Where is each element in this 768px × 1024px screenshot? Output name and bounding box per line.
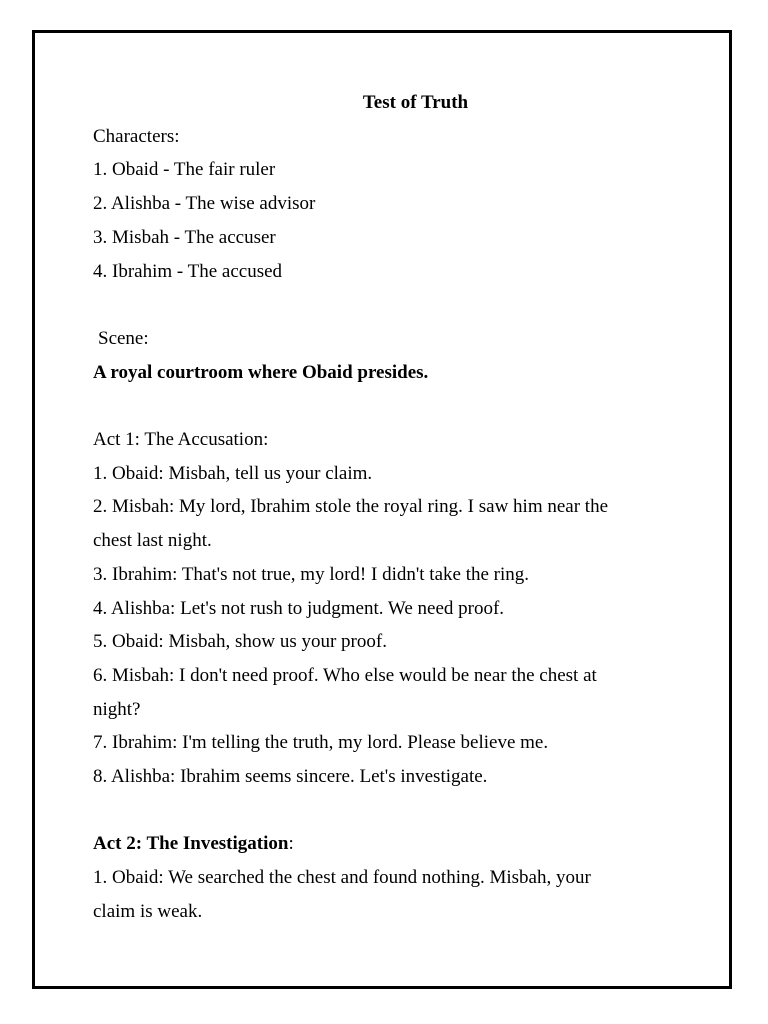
dialogue-line: 6. Misbah: I don't need proof. Who else would be near the chest at (93, 664, 597, 686)
dialogue-line: night? (93, 698, 141, 720)
document-title: Test of Truth (362, 92, 469, 113)
act1-heading: Act 1: The Accusation: (93, 429, 269, 450)
act2-heading-line (93, 827, 683, 861)
dialogue-line: 1. Obaid: Misbah, tell us your claim. (93, 462, 373, 484)
dialogue-line: 8. Alishba: Ibrahim seems sincere. Let's investigate. (93, 766, 488, 788)
dialogue-line: 1. Obaid: We searched the chest and found nothing. Misbah, your (93, 867, 591, 889)
spacer (93, 288, 683, 322)
document-body (93, 86, 683, 929)
character-item: 1. Obaid - The fair ruler (93, 159, 276, 181)
characters-heading: Characters: (93, 125, 180, 147)
dialogue-line: 7. Ibrahim: I'm telling the truth, my lord. Please believe me. (93, 732, 549, 754)
act2-heading-colon: : (288, 833, 294, 855)
dialogue-line: claim is weak. (93, 900, 203, 922)
dialogue-line: 4. Alishba: Let's not rush to judgment. We need proof. (93, 597, 505, 619)
act2-heading: Act 2: The Investigation (93, 833, 289, 855)
scene-heading: Scene: (98, 327, 149, 349)
spacer (93, 794, 683, 828)
dialogue-line: 5. Obaid: Misbah, show us your proof. (93, 631, 387, 653)
character-item: 2. Alishba - The wise advisor (93, 193, 316, 215)
dialogue-line: 3. Ibrahim: That's not true, my lord! I didn't take the ring. (93, 563, 530, 585)
character-item: 3. Misbah - The accuser (93, 226, 276, 248)
character-item: 4. Ibrahim - The accused (93, 260, 283, 282)
dialogue-line: chest last night. (93, 530, 212, 552)
dialogue-line: 2. Misbah: My lord, Ibrahim stole the royal ring. I saw him near the (93, 496, 609, 518)
scene-description: A royal courtroom where Obaid presides. (93, 361, 429, 383)
spacer (93, 389, 683, 423)
